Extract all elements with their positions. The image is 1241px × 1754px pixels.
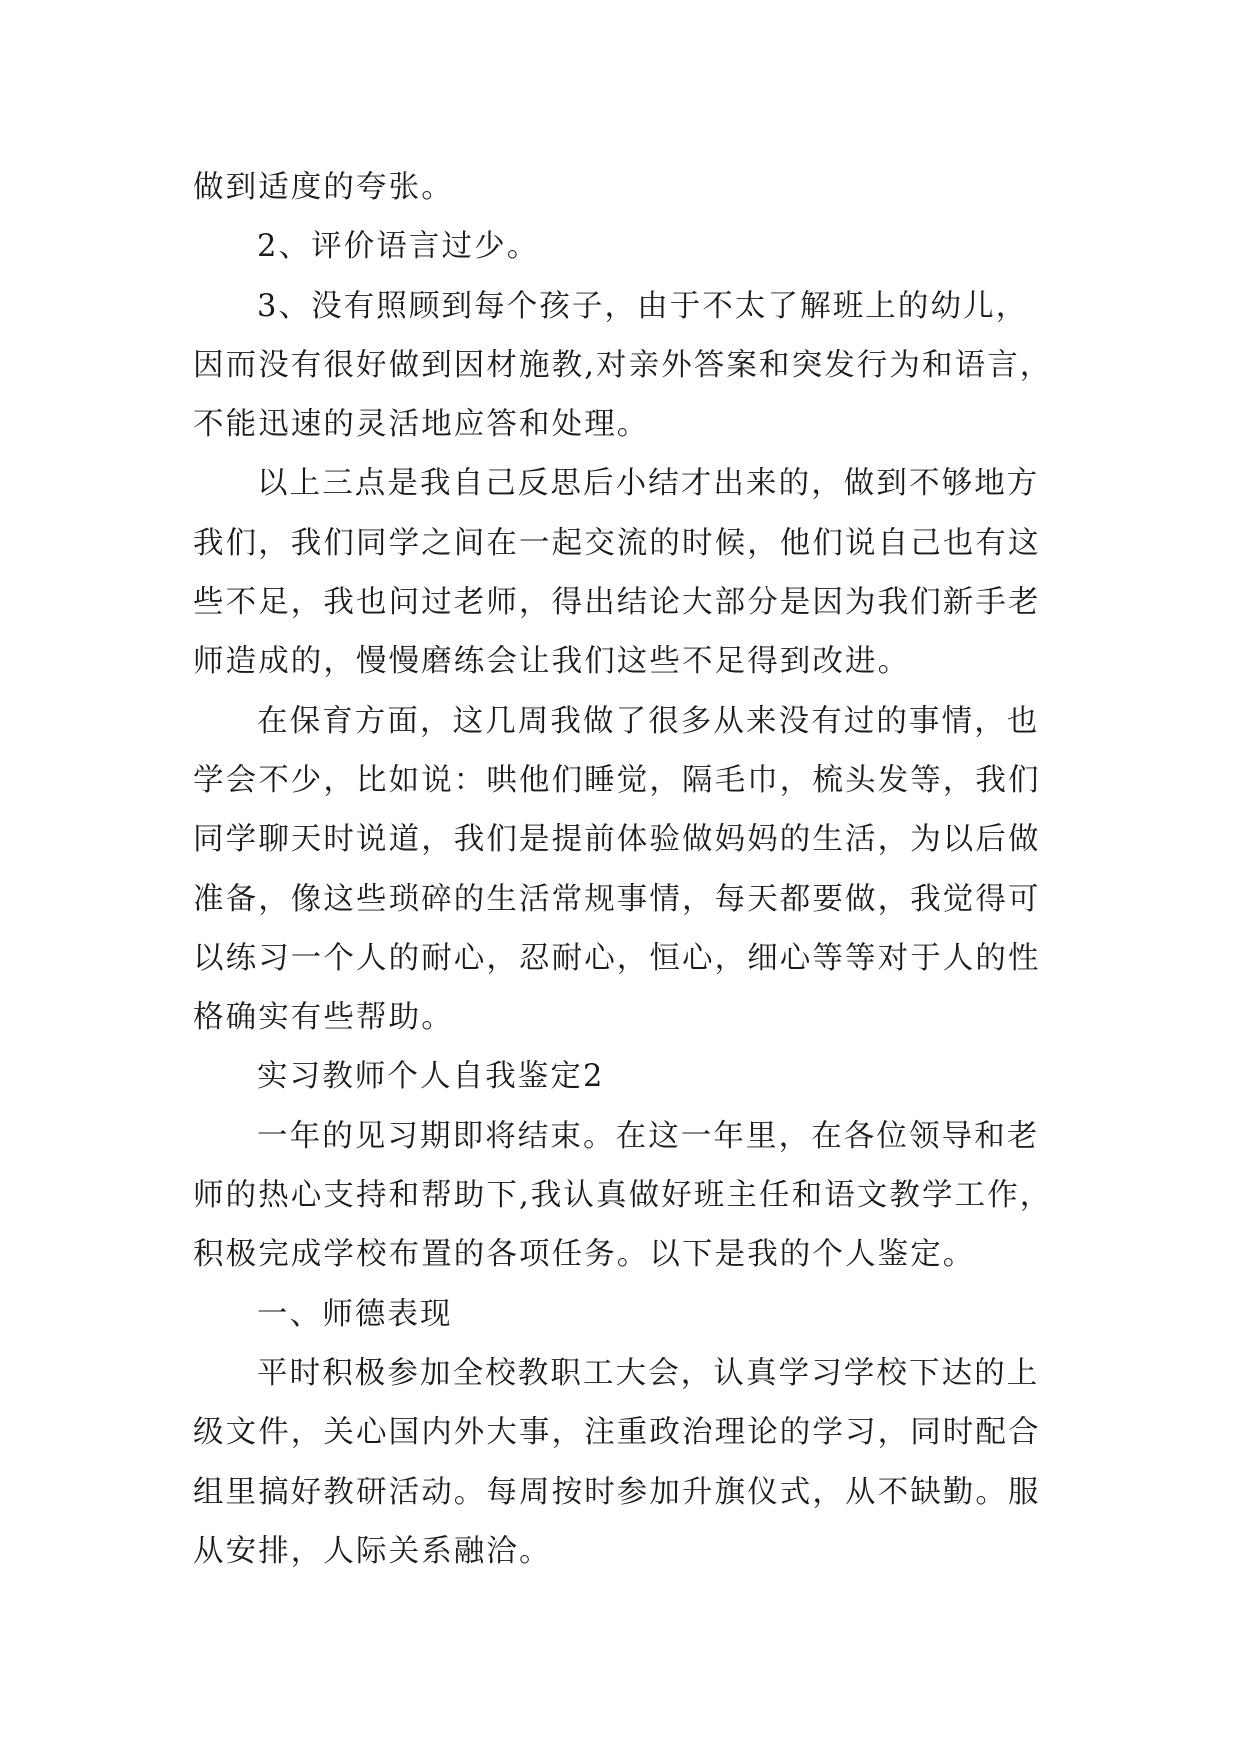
text-line: 积极完成学校布置的各项任务。以下是我的个人鉴定。 bbox=[193, 1237, 976, 1273]
text-line: 级文件，关心国内外大事，注重政治理论的学习，同时配合 bbox=[193, 1415, 1041, 1451]
text-line: 师的热心支持和帮助下,我认真做好班主任和语文教学工作， bbox=[193, 1178, 1053, 1214]
text-line: 我们，我们同学之间在一起交流的时候，他们说自己也有这 bbox=[193, 525, 1041, 561]
text-line: 平时积极参加全校教职工大会，认真学习学校下达的上 bbox=[257, 1355, 1040, 1391]
text-line: 一年的见习期即将结束。在这一年里，在各位领导和老 bbox=[257, 1118, 1040, 1154]
text-line: 学会不少，比如说：哄他们睡觉，隔毛巾，梳头发等，我们 bbox=[193, 762, 1041, 798]
text-line: 2、评价语言过少。 bbox=[257, 229, 540, 265]
text-line: 同学聊天时说道，我们是提前体验做妈妈的生活，为以后做 bbox=[193, 822, 1041, 858]
text-line: 以上三点是我自己反思后小结才出来的，做到不够地方 bbox=[257, 466, 1040, 502]
section-heading: 实习教师个人自我鉴定2 bbox=[257, 1059, 605, 1095]
text-line: 不能迅速的灵活地应答和处理。 bbox=[193, 407, 650, 443]
text-line: 准备，像这些琐碎的生活常规事情，每天都要做，我觉得可 bbox=[193, 881, 1041, 917]
text-line: 以练习一个人的耐心，忍耐心，恒心，细心等等对于人的性 bbox=[193, 940, 1041, 976]
text-line: 做到适度的夸张。 bbox=[193, 170, 454, 205]
text-line: 在保育方面，这几周我做了很多从来没有过的事情，也 bbox=[257, 703, 1040, 739]
text-line: 格确实有些帮助。 bbox=[193, 1000, 454, 1036]
text-line: 组里搞好教研活动。每周按时参加升旗仪式，从不缺勤。服 bbox=[193, 1474, 1041, 1510]
subsection-heading: 一、师德表现 bbox=[257, 1296, 453, 1332]
text-line: 从安排，人际关系融洽。 bbox=[193, 1533, 552, 1569]
text-line: 些不足，我也问过老师，得出结论大部分是因为我们新手老 bbox=[193, 585, 1041, 621]
document-body bbox=[193, 158, 1058, 1581]
text-line: 3、没有照顾到每个孩子，由于不太了解班上的幼儿， bbox=[257, 288, 1029, 324]
text-line: 因而没有很好做到因材施教,对亲外答案和突发行为和语言， bbox=[193, 347, 1053, 383]
text-line: 师造成的，慢慢磨练会让我们这些不足得到改进。 bbox=[193, 644, 911, 680]
